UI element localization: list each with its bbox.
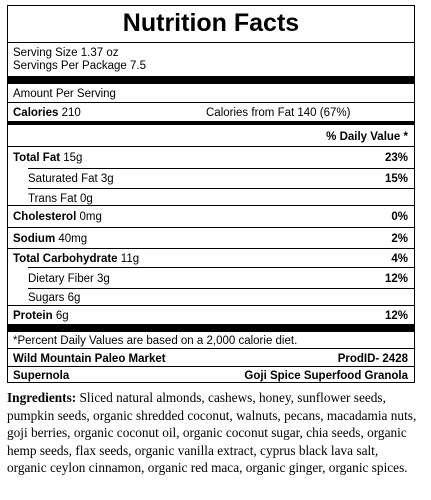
- divider: [28, 188, 414, 189]
- nutrient-dv: 12%: [384, 310, 408, 322]
- ingredients-block: [7, 389, 417, 477]
- nutrient-amount: 3g: [100, 173, 114, 185]
- nutrient-amount: 6g: [67, 292, 81, 304]
- footnote: *Percent Daily Values are based on a 2,000 calorie diet.: [13, 335, 298, 347]
- ingredients-heading: Ingredients:: [7, 390, 77, 405]
- divider: [8, 366, 414, 367]
- nutrient-dv: 4%: [391, 253, 408, 265]
- nutrient-name: Saturated Fat: [28, 173, 98, 185]
- serving-size: Serving Size 1.37 oz: [13, 47, 119, 59]
- nutrient-name: Sodium: [13, 233, 56, 245]
- nutrient-dv: 23%: [384, 152, 408, 164]
- servings-per-package: Servings Per Package 7.5: [13, 60, 146, 72]
- nutrient-name: Sugars: [28, 292, 65, 304]
- label-title: Nutrition Facts: [122, 9, 300, 37]
- calories-value: 210: [61, 107, 81, 119]
- nutrient-dv: 12%: [384, 273, 408, 285]
- divider: [8, 205, 414, 206]
- nutrient-name: Dietary Fiber: [28, 273, 94, 285]
- calories-label: Calories: [13, 107, 59, 119]
- nutrient-name: Protein: [13, 310, 53, 322]
- nutrient-dv: 2%: [391, 233, 408, 245]
- divider-thick: [8, 324, 414, 332]
- nutrition-facts-label: [7, 5, 415, 383]
- divider-medium: [8, 121, 414, 125]
- nutrient-amount: 3g: [97, 273, 110, 285]
- nutrient-amount: 11g: [120, 253, 140, 265]
- divider: [8, 42, 414, 43]
- divider: [8, 248, 414, 249]
- nutrient-amount: 6g: [55, 310, 69, 322]
- nutrient-name: Trans Fat: [28, 193, 77, 205]
- calories-from-fat: Calories from Fat 140 (67%): [206, 107, 351, 119]
- divider: [8, 348, 414, 349]
- divider: [28, 267, 414, 268]
- divider: [28, 288, 414, 289]
- brand-name: Wild Mountain Paleo Market: [13, 353, 166, 365]
- nutrient-amount: 0mg: [79, 211, 102, 223]
- product-id: ProdID- 2428: [337, 353, 408, 365]
- product-name: Goji Spice Superfood Granola: [244, 370, 408, 382]
- divider: [8, 146, 414, 147]
- divider-thick: [8, 76, 414, 84]
- divider: [8, 227, 414, 228]
- nutrient-dv: 0%: [391, 211, 408, 223]
- amount-per-serving: Amount Per Serving: [13, 88, 116, 100]
- nutrient-amount: 0g: [79, 193, 93, 205]
- divider: [28, 168, 414, 169]
- nutrient-name: Cholesterol: [13, 211, 77, 223]
- divider: [8, 102, 414, 103]
- ingredients-text: Sliced natural almonds, cashews, honey, sunflower seeds, pumpkin seeds, organic shredded coconut, walnuts, pecans, macadamia nuts, goji berries, organic coconut oil, organic coconut sugar, chia seeds, organic hemp seeds, flax seeds, organic vanilla extract, cyprus black lava salt, organic ceylon cinnamon, organic red maca, organic ginger, organic spices.: [7, 390, 417, 475]
- nutrient-amount: 40mg: [58, 233, 88, 245]
- nutrient-name: Total Fat: [13, 152, 61, 164]
- product-line: Supernola: [13, 370, 70, 382]
- nutrient-dv: 15%: [384, 173, 408, 185]
- divider: [8, 305, 414, 306]
- daily-value-header: % Daily Value *: [326, 131, 408, 143]
- nutrient-name: Total Carbohydrate: [13, 253, 118, 265]
- nutrient-amount: 15g: [63, 152, 83, 164]
